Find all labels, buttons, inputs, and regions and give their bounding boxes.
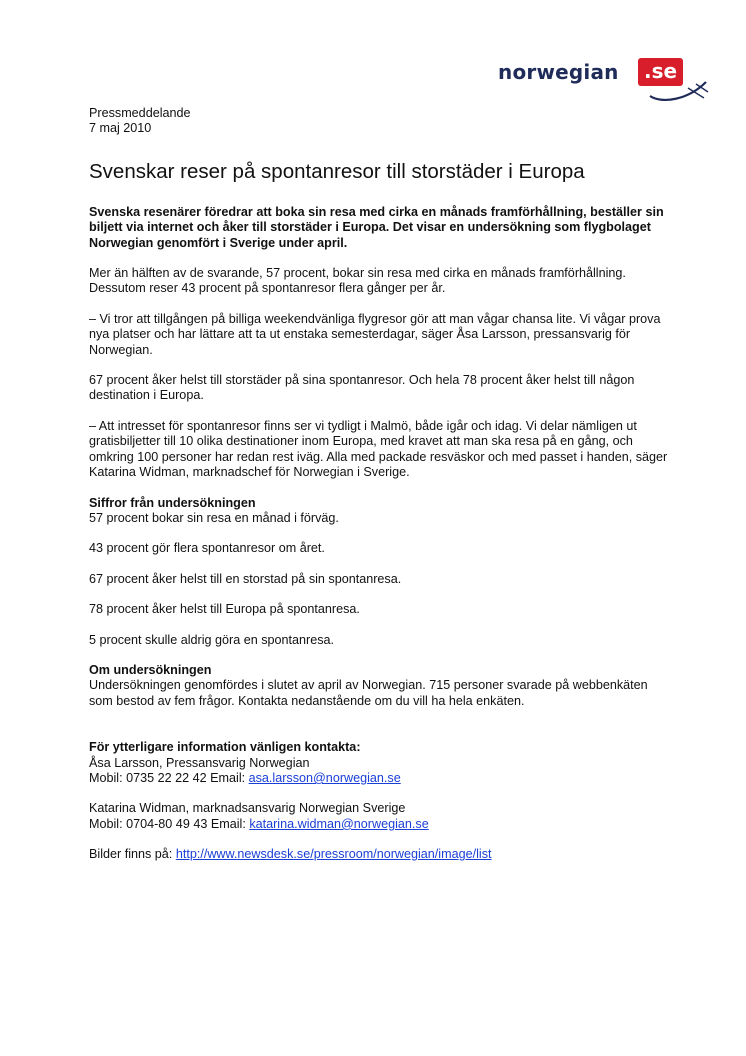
body-paragraph: – Vi tror att tillgången på billiga weekendvänliga flygresor gör att man vågar chansa lite. Vi vågar prova nya platser och har lättare att ta ut enstaka semesterdagar, säger Åsa Larsson, pressansvarig för Norwegian. (89, 311, 661, 357)
document-body (89, 106, 669, 863)
figure-item: 78 procent åker helst till Europa på spontanresa. (89, 602, 360, 617)
contact-person (89, 801, 669, 832)
norwegian-logo (498, 54, 710, 104)
contact-details (89, 771, 669, 786)
figure-item: 43 procent gör flera spontanresor om året. (89, 541, 325, 556)
body-paragraph: Mer än hälften av de svarande, 57 procent, bokar sin resa med cirka en månads framförhållning. Dessutom reser 43 procent på spontanresor flera gånger per år. (89, 266, 626, 296)
contact-heading: För ytterligare information vänligen kontakta: (89, 740, 361, 755)
contact-details (89, 817, 669, 832)
figure-item: 57 procent bokar sin resa en månad i förväg. (89, 510, 339, 525)
images-link[interactable]: http://www.newsdesk.se/pressroom/norwegian/image/list (175, 847, 492, 862)
contact-phone: Mobil: 0735 22 22 42 Email: (89, 770, 249, 785)
body-paragraph: – Att intresset för spontanresor finns ser vi tydligt i Malmö, både igår och idag. Vi delar nämligen ut gratisbiljetter till 10 olika destinationer inom Europa, med kravet att man ska resa på en gång, och omkring 100 personer har redan rest iväg. Alla med packade resväskor och med passet i handen, säger Katarina Widman, marknadschef för Norwegian i Sverige. (89, 418, 668, 480)
logo-swoosh-icon (648, 74, 710, 104)
document-date: 7 maj 2010 (89, 121, 152, 136)
body-paragraph: 67 procent åker helst till storstäder på sina spontanresor. Och hela 78 procent åker helst till någon destination i Europa. (89, 373, 635, 403)
contact-phone: Mobil: 0704-80 49 43 Email: (89, 816, 250, 831)
contact-name: Åsa Larsson, Pressansvarig Norwegian (89, 755, 310, 770)
images-label: Bilder finns på: (89, 847, 176, 862)
contact-email-link[interactable]: asa.larsson@norwegian.se (248, 770, 401, 785)
page-title: Svenskar reser på spontanresor till storstäder i Europa (89, 159, 585, 183)
images-line (89, 847, 669, 862)
survey-text: Undersökningen genomfördes i slutet av april av Norwegian. 715 personer svarade på webbenkäten som bestod av fem frågor. Kontakta nedanstående om du vill ha hela enkäten. (89, 678, 648, 708)
logo-suffix-badge: .se (638, 58, 683, 86)
figure-item: 5 procent skulle aldrig göra en spontanresa. (89, 632, 335, 647)
document-type: Pressmeddelande (89, 106, 191, 120)
survey-heading: Om undersökningen (89, 662, 212, 677)
figures-heading: Siffror från undersökningen (89, 495, 256, 510)
contact-person (89, 756, 669, 787)
contact-email-link[interactable]: katarina.widman@norwegian.se (249, 816, 429, 831)
lead-paragraph: Svenska resenärer föredrar att boka sin resa med cirka en månads framförhållning, beställer sin biljett via internet och åker till storstäder i Europa. Det visar en undersökning som flygbolaget Norwegian genomfört i Sverige under april. (89, 204, 664, 250)
figure-item: 67 procent åker helst till en storstad på sin spontanresa. (89, 571, 402, 586)
logo-wordmark: norwegian (498, 60, 619, 84)
contact-name: Katarina Widman, marknadsansvarig Norwegian Sverige (89, 801, 406, 816)
